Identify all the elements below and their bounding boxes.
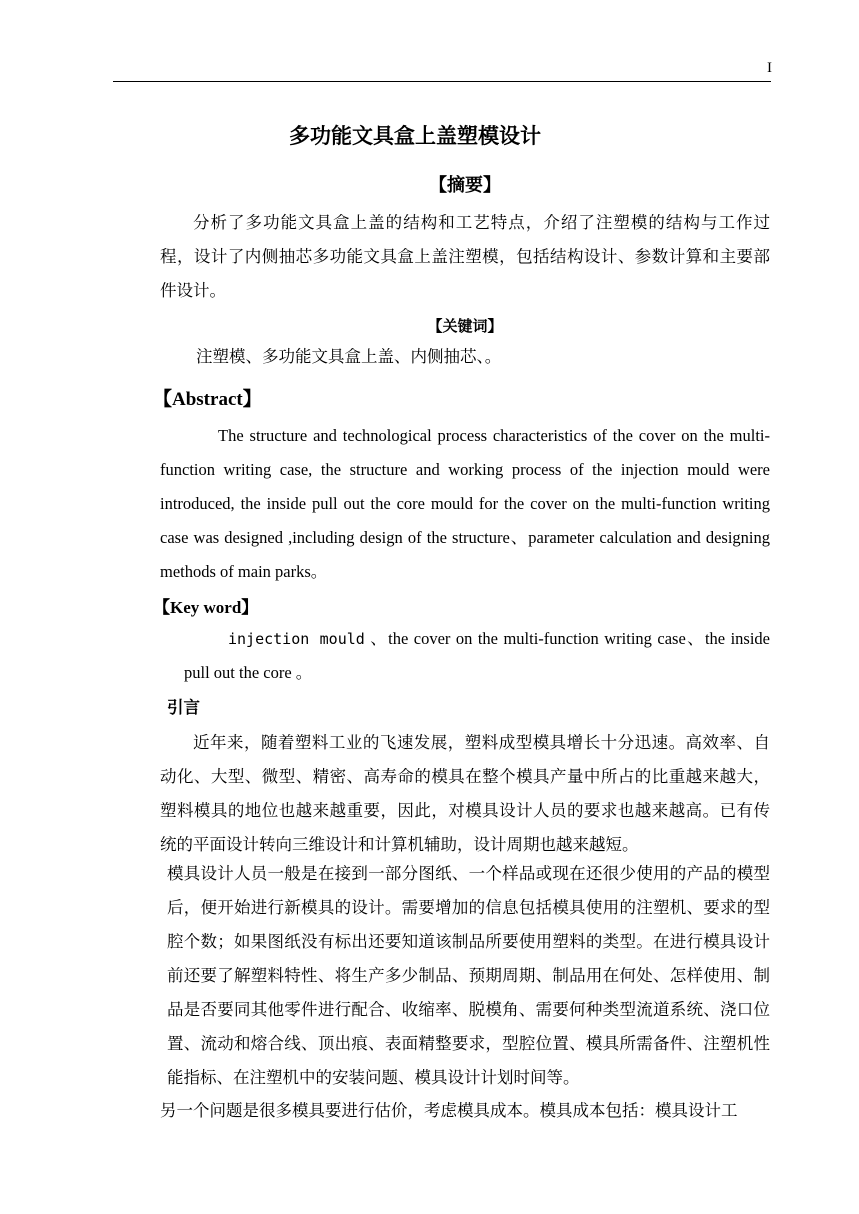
abstract-cn-heading: 【摘要】: [429, 175, 501, 196]
introduction-paragraph-2: 模具设计人员一般是在接到一部分图纸、一个样品或现在还很少使用的产品的模型后，便开始进行新模具的设计。需要增加的信息包括模具使用的注塑机、要求的型腔个数；如果图纸没有标出还要知道该制品所要使用塑料的类型。在进行模具设计前还要了解塑料特性、将生产多少制品、预期周期、制品用在何处、怎样使用、制品是否要同其他零件进行配合、收缩率、脱模角、需要何种类型流道系统、浇口位置、流动和熔合线、顶出痕、表面精整要求，型腔位置、模具所需备件、注塑机性能指标、在注塑机中的安装问题、模具设计计划时间等。: [167, 864, 770, 1087]
abstract-en-text: The structure and technological process characteristics of the cover on the multi-function writing case, the structure and working process of the injection mould were introduced, the inside pull out the core mould for the cover on the multi-function writing case was designed ,including design of the structure、parameter calculation and designing methods of main parks。: [160, 426, 770, 581]
abstract-cn-text: 分析了多功能文具盒上盖的结构和工艺特点，介绍了注塑模的结构与工作过程，设计了内侧抽芯多功能文具盒上盖注塑模，包括结构设计、参数计算和主要部件设计。: [160, 213, 770, 300]
keyword-en-heading: 【Key word】: [153, 598, 259, 617]
page-number: I: [767, 60, 772, 76]
keyword-en-text: [184, 622, 770, 690]
introduction-paragraph-3: 另一个问题是很多模具要进行估价，考虑模具成本。模具成本包括：模具设计工: [160, 1101, 738, 1120]
header-rule: [113, 81, 771, 82]
introduction-paragraph-1: 近年来，随着塑料工业的飞速发展，塑料成型模具增长十分迅速。高效率、自动化、大型、微型、精密、高寿命的模具在整个模具产量中所占的比重越来越大，塑料模具的地位也越来越重要，因此，对模具设计人员的要求也越来越高。已有传统的平面设计转向三维设计和计算机辅助，设计周期也越来越短。: [160, 733, 770, 854]
keyword-en-rest: 、the cover on the multi-function writing case、the inside pull out the core 。: [184, 629, 770, 682]
document-title: 多功能文具盒上盖塑模设计: [289, 124, 541, 148]
keywords-cn-text: 注塑模、多功能文具盒上盖、内侧抽芯、。: [196, 347, 502, 366]
keywords-cn-heading: 【关键词】: [427, 317, 503, 335]
keyword-en-term: injection mould: [228, 630, 365, 648]
introduction-heading: 引言: [167, 698, 200, 717]
abstract-en-heading: 【Abstract】: [153, 389, 262, 410]
